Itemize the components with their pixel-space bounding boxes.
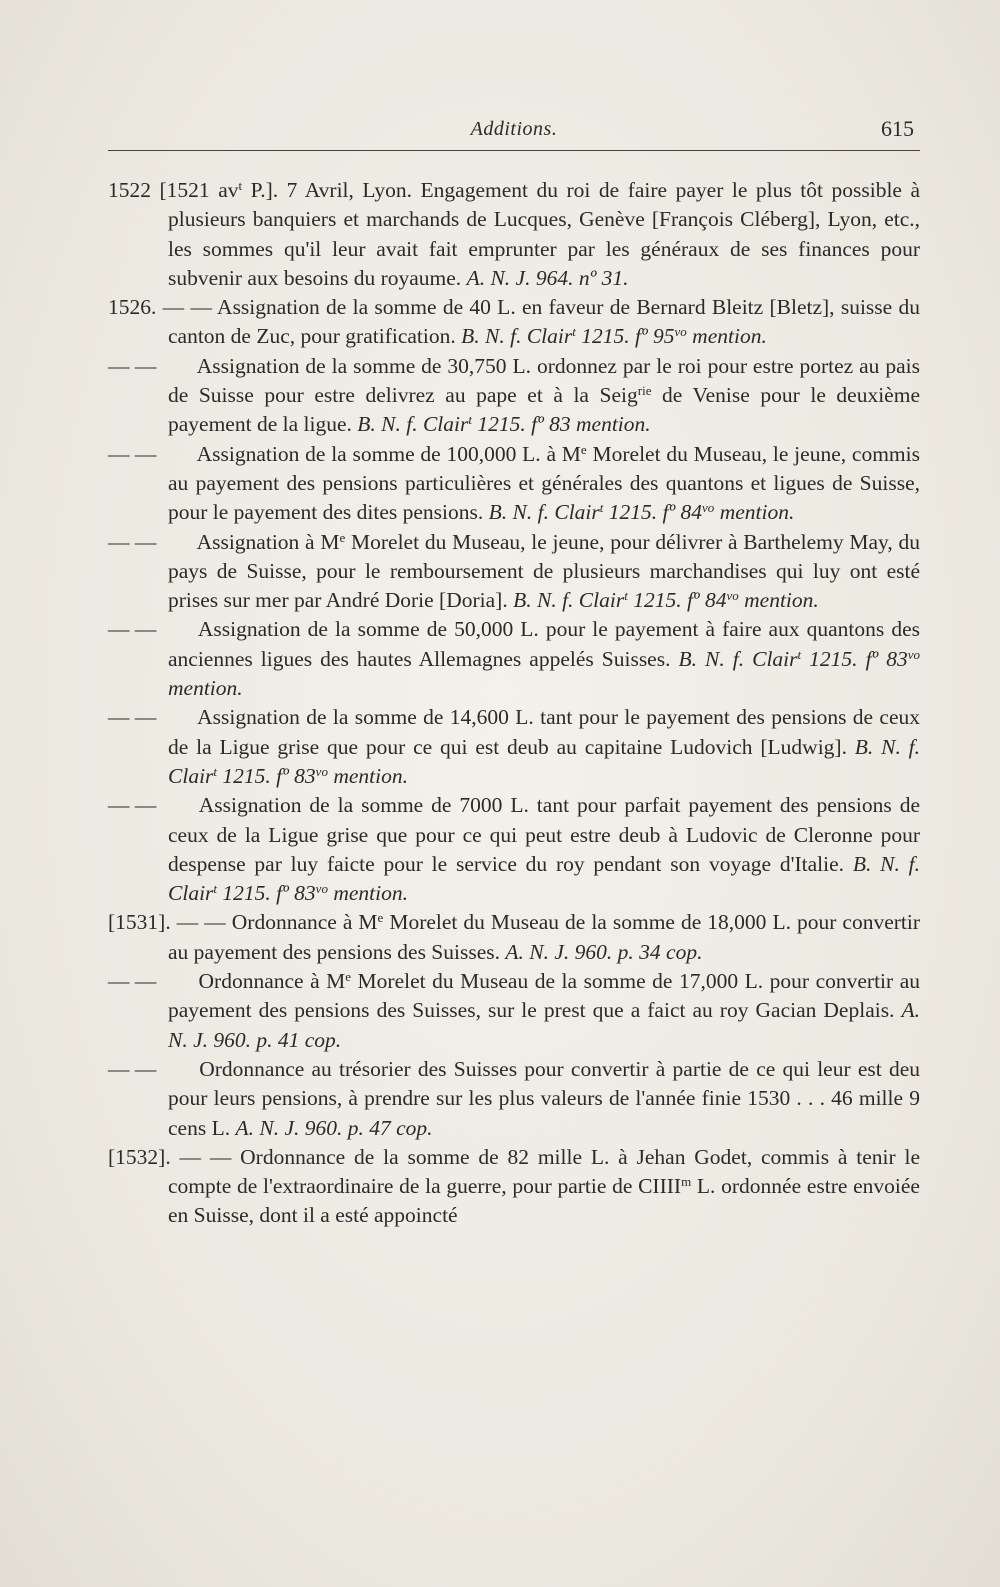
- entry-text: Ordonnance à M: [192, 969, 346, 994]
- entry-reference: [461, 324, 767, 348]
- ditto-dash: — —: [108, 705, 157, 730]
- ditto-dash: — —: [108, 617, 157, 642]
- superscript: t: [599, 500, 604, 516]
- entry-text: Assignation de la somme de 7000 L. tant pour parfait payement des pensions de ceux de la Ligue grise que pour ce qui peut estre deub à Ludovic de Cleronne pour despense par luy faicte pour le service du roy pendant son voyage d'Italie.: [168, 793, 920, 876]
- entry-text: Ordonnance au trésorier des Suisses pour convertir à partie de ce qui leur est deu pour leurs pensions, à prendre sur les plus valeurs de l'année finie 1530 . . . 46 mille 9 cens L.: [168, 1056, 920, 1140]
- entry: [108, 1055, 920, 1143]
- ref-part: mention.: [714, 500, 795, 525]
- entry-reference: A. N. J. 960. p. 41 cop.: [168, 998, 920, 1052]
- entry-reference: A. N. J. 964. nº 31.: [466, 265, 629, 290]
- ditto-dash: — —: [108, 529, 157, 554]
- ditto-dash: — —: [108, 353, 157, 378]
- entry: [108, 440, 920, 528]
- entry-reference: A. N. J. 960. p. 47 cop.: [235, 1115, 433, 1140]
- ref-part: B. N. f. Clair: [168, 734, 920, 788]
- entry-text: Morelet du Museau, le jeune, pour délivrer à Barthelemy May, du pays de Suisse, pour le remboursement de plusieurs marchandises qui luy ont esté prises sur mer par André Dorie [Doria].: [168, 529, 920, 613]
- ref-part: B. N. f. Clair: [678, 646, 798, 671]
- ref-part: 1215. fº 83: [217, 763, 316, 788]
- entry-reference: [357, 412, 650, 436]
- superscript: vo: [315, 763, 328, 779]
- entry: [108, 791, 920, 908]
- entry-date: 1522 [1521 av: [108, 178, 239, 202]
- running-header: [108, 110, 920, 151]
- entry-date: [1532].: [108, 1144, 171, 1169]
- entry: [108, 615, 920, 703]
- entry-reference: [513, 588, 819, 612]
- ref-part: B. N. f. Clair: [461, 324, 573, 349]
- ref-part: B. N. f. Clair: [513, 588, 625, 613]
- ref-part: mention.: [327, 763, 408, 788]
- entry: [108, 528, 920, 616]
- superscript: t: [213, 881, 218, 897]
- ref-part: 1215. fº 83: [801, 646, 908, 671]
- superscript: t: [213, 763, 218, 779]
- entry-text: Morelet du Museau, le jeune, commis au payement des pensions particulières et générales des quantons et ligues de Suisse, pour le payement des dites pensions.: [168, 441, 920, 525]
- ref-part: B. N. f. Clair: [168, 851, 920, 906]
- entry-text: — — Ordonnance à M: [170, 910, 378, 935]
- ref-part: 1215. fº 84: [603, 500, 703, 525]
- entry-text: — — Ordonnance de la somme de 82 mille L. à Jehan Godet, commis à tenir le compte de l'extraordinaire de la guerre, pour partie de CIIII: [168, 1144, 920, 1199]
- superscript: t: [468, 412, 472, 428]
- entry-text: Assignation de la somme de 30,750 L. ordonnez par le roi pour estre portez au pais de Suisse pour estre delivrez au pape et à la Seig: [168, 353, 920, 408]
- superscript: rie: [637, 383, 652, 399]
- ref-part: 1215. fº 84: [627, 588, 727, 613]
- header-title: Additions.: [470, 118, 558, 140]
- entry: [108, 703, 920, 791]
- superscript: vo: [674, 324, 687, 340]
- document-body: [108, 176, 920, 1231]
- entry-text: Assignation de la somme de 50,000 L. pour le payement à faire aux quantons des anciennes ligues des hautes Allemagnes appelés Suisses.: [168, 617, 920, 671]
- superscript: vo: [315, 881, 328, 897]
- entry-text: de Venise pour le deuxième payement de la ligue.: [168, 383, 920, 437]
- entry-text: — — Assignation de la somme de 40 L. en faveur de Bernard Bleitz [Bletz], suisse du canton de Zuc, pour gratification.: [156, 295, 920, 349]
- entry: [108, 908, 920, 967]
- entry: [108, 176, 920, 293]
- entry-text: L. ordonnée estre envoiée en Suisse, dont il a esté appoincté: [168, 1174, 920, 1228]
- ref-part: mention.: [327, 881, 408, 906]
- ref-part: 1215. fº 83 mention.: [471, 412, 651, 437]
- entry-text: Assignation à M: [192, 529, 340, 554]
- ditto-dash: — —: [108, 969, 157, 994]
- entry-text: Morelet du Museau de la somme de 18,000 L. pour convertir au payement des pensions des Suisses.: [168, 910, 920, 964]
- ditto-dash: — —: [108, 441, 157, 466]
- superscript: e: [339, 529, 346, 545]
- entry: [108, 293, 920, 352]
- entry-text: Morelet du Museau de la somme de 17,000 L. pour convertir au payement des pensions des Suisses, sur le prest que a faict au roy Gacian Deplais.: [168, 969, 920, 1023]
- superscript: e: [345, 969, 352, 985]
- entry: [108, 967, 920, 1055]
- ditto-dash: — —: [108, 1056, 157, 1081]
- entry: [108, 1143, 920, 1231]
- superscript: t: [238, 178, 243, 193]
- ref-part: mention.: [686, 324, 767, 349]
- entry-text: 7 Avril, Lyon. Engagement du roi de faire payer le plus tôt possible à plusieurs banquiers et marchands de Lucques, Genève [François Cléberg], Lyon, etc., les sommes qu'il leur avait fait emprunter par les généraux de ses finances pour subvenir aux besoins du royaume.: [168, 178, 921, 290]
- ref-part: mention.: [738, 588, 819, 613]
- superscript: t: [797, 646, 802, 662]
- ref-part: 1215. fº 95: [575, 324, 675, 349]
- page-number: 615: [881, 116, 914, 141]
- ref-part: 1215. fº 83: [217, 881, 316, 906]
- entry-reference: [489, 500, 795, 524]
- superscript: vo: [702, 500, 715, 516]
- superscript: e: [377, 910, 384, 926]
- entry-text: Assignation de la somme de 100,000 L. à M: [192, 441, 581, 466]
- entry-reference: A. N. J. 960. p. 34 cop.: [505, 939, 703, 964]
- superscript: t: [572, 324, 576, 340]
- superscript: vo: [726, 588, 739, 604]
- ditto-dash: — —: [108, 793, 157, 818]
- superscript: e: [580, 441, 587, 457]
- entry-text: Assignation de la somme de 14,600 L. tant pour le payement des pensions de ceux de la Ligue grise que pour ce qui est deub au capitaine Ludovich [Ludwig].: [168, 705, 920, 759]
- entry-date: [1531].: [108, 910, 171, 935]
- superscript: m: [681, 1174, 692, 1190]
- entry-date: 1526.: [108, 295, 157, 320]
- superscript: t: [624, 588, 628, 604]
- superscript: vo: [907, 646, 920, 662]
- ref-part: B. N. f. Clair: [488, 500, 600, 525]
- ref-part: B. N. f. Clair: [357, 412, 469, 437]
- entry-date-tail: P.].: [242, 178, 279, 202]
- entry: [108, 352, 920, 440]
- ref-part: mention.: [168, 676, 243, 701]
